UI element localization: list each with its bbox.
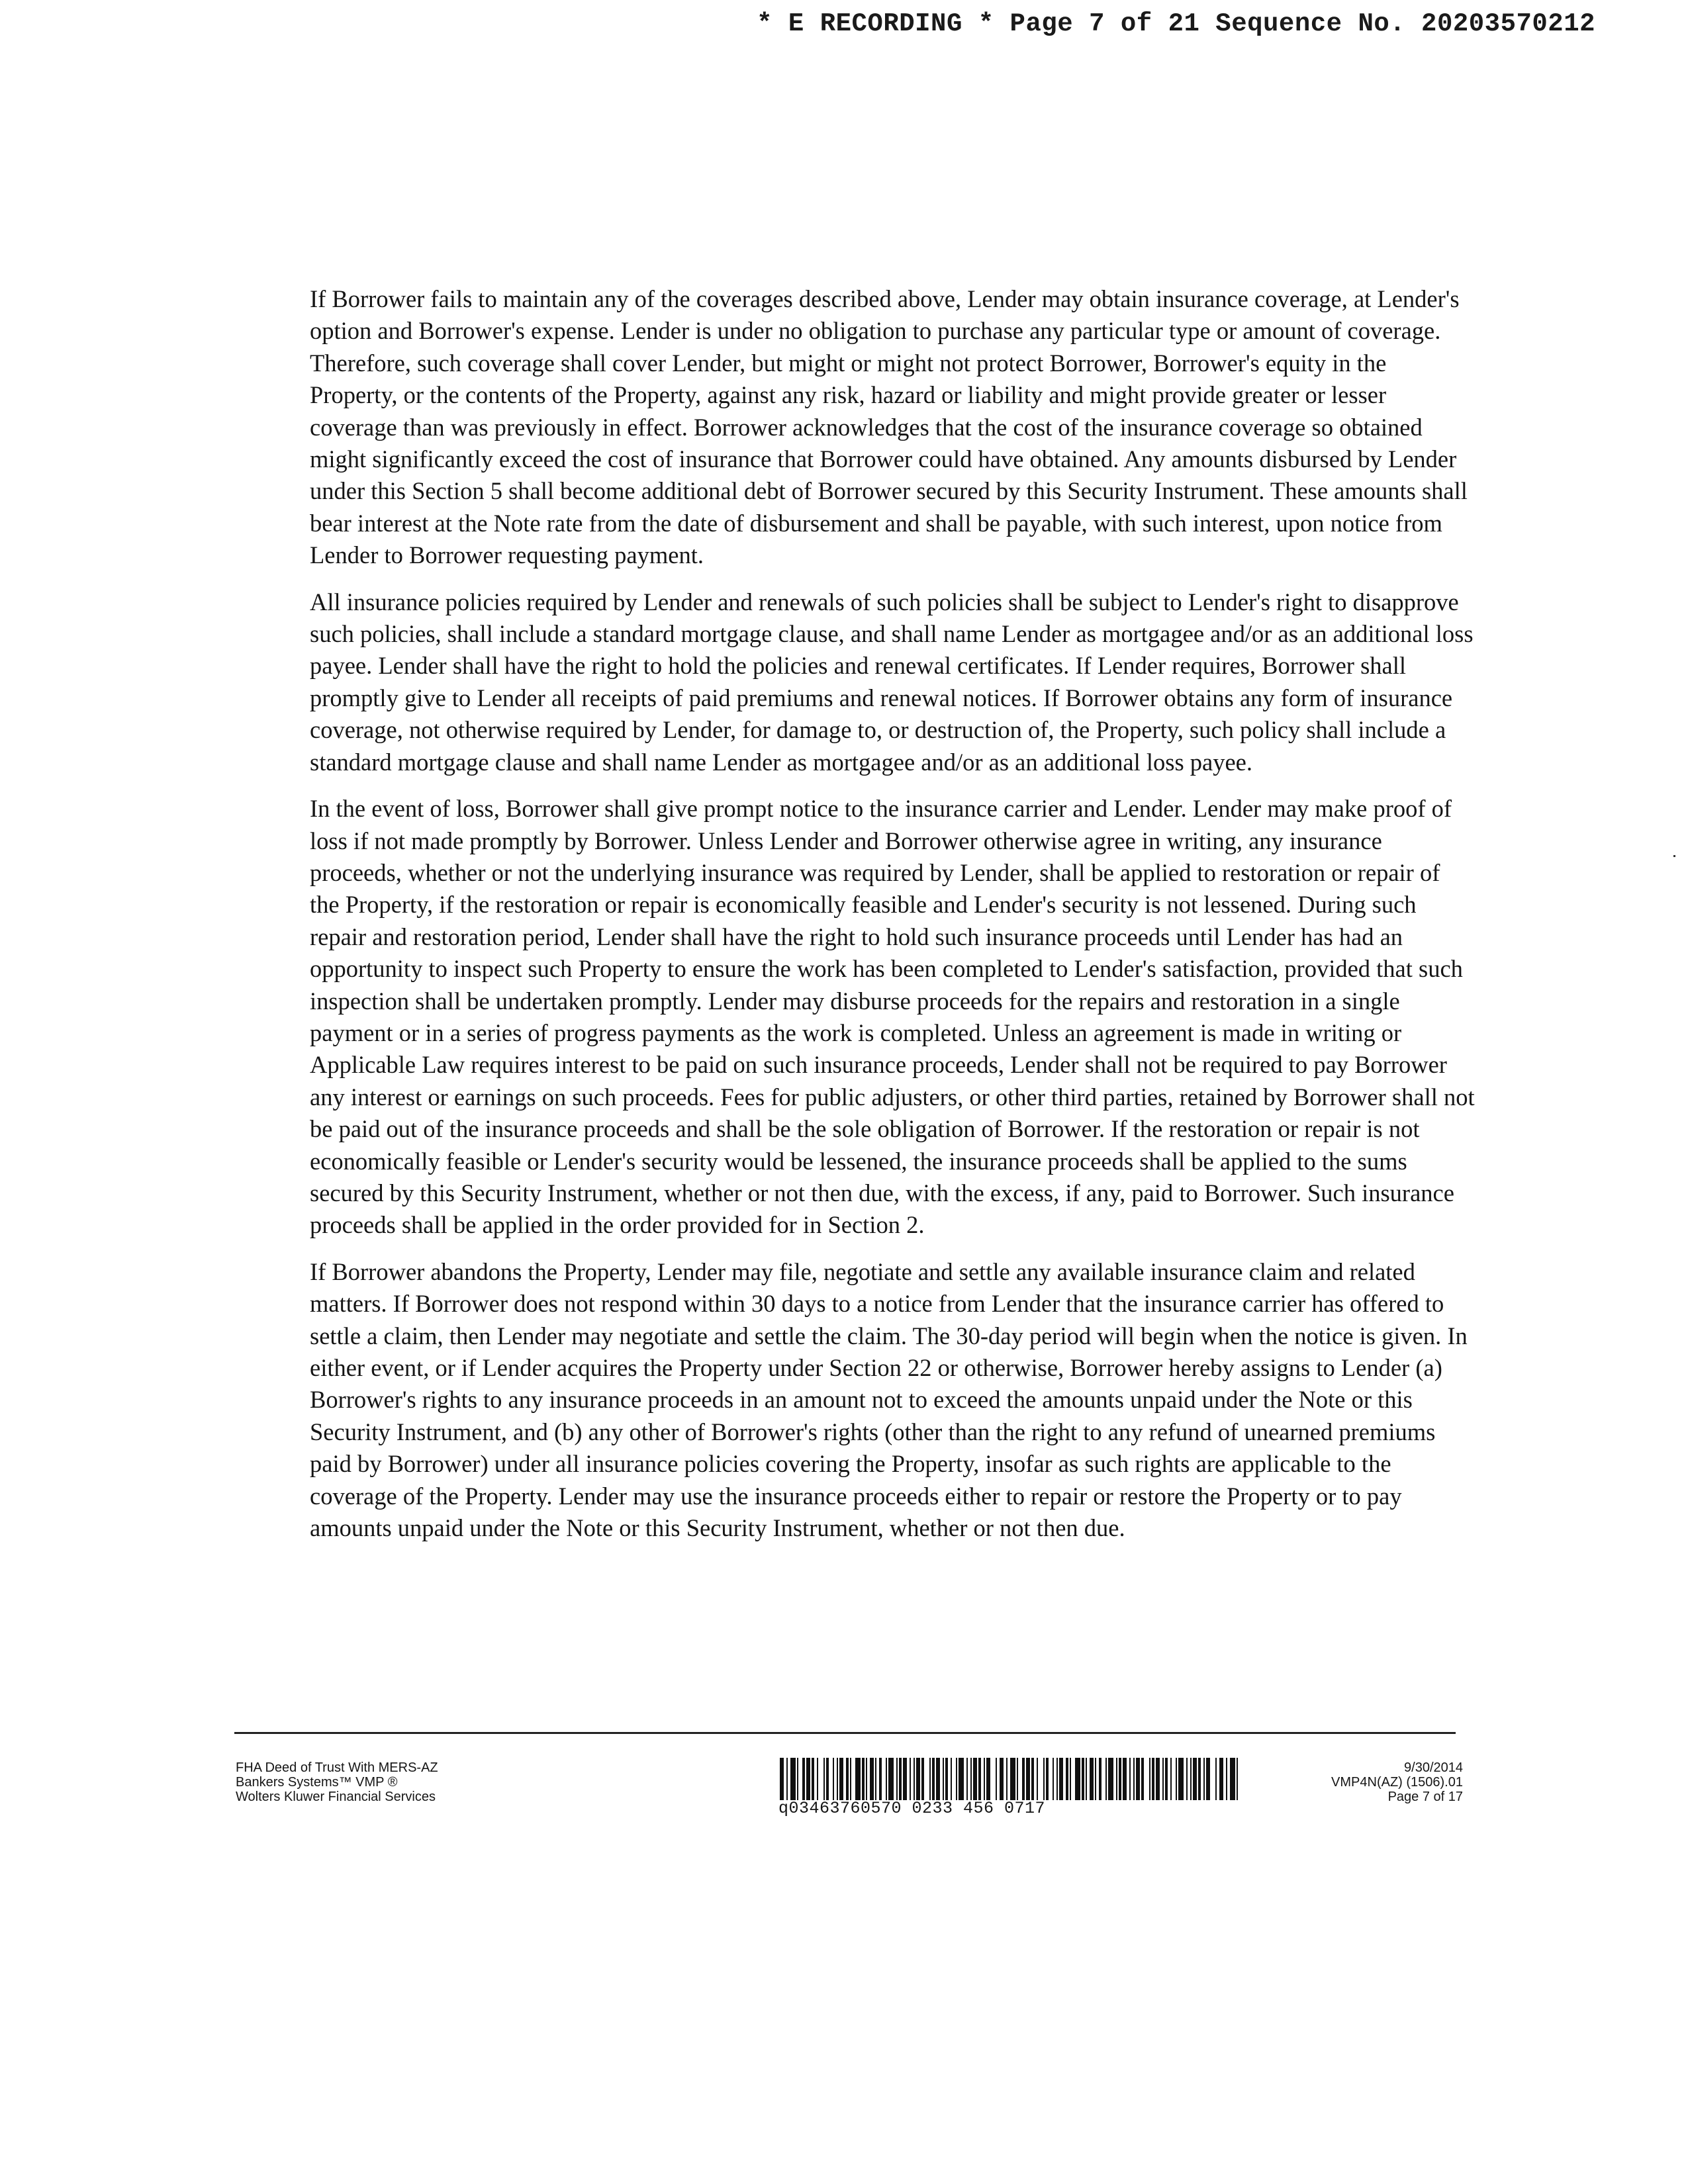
footer-form-info	[236, 1760, 438, 1804]
paragraph-insurance-policies: All insurance policies required by Lender and renewals of such policies shall be subject to Lender's right to disapprove such policies, shall include a standard mortgage clause, and shall name Lender as mortgagee and/or as an additional loss payee. Lender shall have the right to hold the policies and renewal certificates. If Lender requires, Borrower shall promptly give to Lender all receipts of paid premiums and renewal notices. If Borrower obtains any form of insurance coverage, not otherwise required by Lender, for damage to, or destruction of, the Property, such policy shall include a standard mortgage clause and shall name Lender as mortgagee and/or as an additional loss payee.	[310, 588, 1474, 776]
footer-form-details	[1331, 1760, 1463, 1804]
paragraph-lender-obtain-coverage: If Borrower fails to maintain any of the coverages described above, Lender may obtain insurance coverage, at Lender's option and Borrower's expense. Lender is under no obligation to purchase any particular type or amount of coverage. Therefore, such coverage shall cover Lender, but might or might not protect Borrower, Borrower's equity in the Property, or the contents of the Property, against any risk, hazard or liability and might provide greater or lesser coverage than was previously in effect. Borrower acknowledges that the cost of the insurance coverage so obtained might significantly exceed the cost of insurance that Borrower could have obtained. Any amounts disbursed by Lender under this Section 5 shall become additional debt of Borrower secured by this Security Instrument. These amounts shall bear interest at the Note rate from the date of disbursement and shall be payable, with such interest, upon notice from Lender to Borrower requesting payment.	[310, 285, 1468, 569]
form-publisher: Bankers Systems™ VMP ®	[236, 1775, 398, 1790]
form-title: FHA Deed of Trust With MERS-AZ	[236, 1760, 438, 1775]
paragraph-event-of-loss: In the event of loss, Borrower shall give prompt notice to the insurance carrier and Lender. Lender may make proof of loss if not made promptly by Borrower. Unless Lender and Borrower otherwise agree in writing, any insurance proceeds, whether or not the underlying insurance was required by Lender, shall be applied to restoration or repair of the Property, if the restoration or repair is economically feasible and Lender's security is not lessened. During such repair and restoration period, Lender shall have the right to hold such insurance proceeds until Lender has had an opportunity to inspect such Property to ensure the work has been completed to Lender's satisfaction, provided that such inspection shall be undertaken promptly. Lender may disburse proceeds for the repairs and restoration in a single payment or in a series of progress payments as the work is completed. Unless an agreement is made in writing or Applicable Law requires interest to be paid on such insurance proceeds, Lender shall not be required to pay Borrower any interest or earnings on such proceeds. Fees for public adjusters, or other third parties, retained by Borrower shall not be paid out of the insurance proceeds and shall be the sole obligation of Borrower. If the restoration or repair is not economically feasible or Lender's security would be lessened, the insurance proceeds shall be applied to the sums secured by this Security Instrument, whether or not then due, with the excess, if any, paid to Borrower. Such insurance proceeds shall be applied in the order provided for in Section 2.	[310, 795, 1475, 1239]
recording-header: * E RECORDING * Page 7 of 21 Sequence No. 20203570212	[757, 9, 1595, 38]
margin-speck	[1673, 855, 1675, 857]
form-date: 9/30/2014	[1404, 1760, 1463, 1775]
paragraph-abandonment: If Borrower abandons the Property, Lender may file, negotiate and settle any available insurance claim and related matters. If Borrower does not respond within 30 days to a notice from Lender that the insurance carrier has offered to settle a claim, then Lender may negotiate and settle the claim. The 30-day period will begin when the notice is given. In either event, or if Lender acquires the Property under Section 22 or otherwise, Borrower hereby assigns to Lender (a) Borrower's rights to any insurance proceeds in an amount not to exceed the amounts unpaid under the Note or this Security Instrument, and (b) any other of Borrower's rights (other than the right to any refund of unearned premiums paid by Borrower) under all insurance policies covering the Property, insofar as such rights are applicable to the coverage of the Property. Lender may use the insurance proceeds either to repair or restore the Property or to pay amounts unpaid under the Note or this Security Instrument, whether or not then due.	[310, 1257, 1468, 1542]
barcode-number: q03463760570 0233 456 0717	[778, 1799, 1046, 1818]
footer-divider	[234, 1732, 1456, 1734]
form-company: Wolters Kluwer Financial Services	[236, 1790, 436, 1804]
document-body	[310, 283, 1475, 1559]
form-page-number: Page 7 of 17	[1387, 1790, 1463, 1804]
form-code: VMP4N(AZ) (1506).01	[1331, 1775, 1463, 1790]
barcode-icon	[780, 1758, 1238, 1800]
